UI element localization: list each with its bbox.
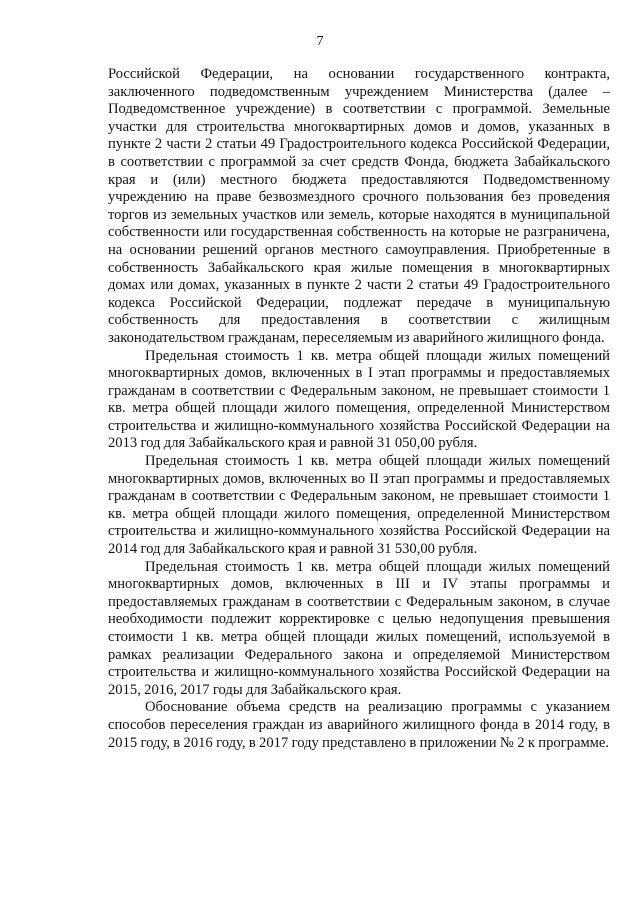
- document-body: [108, 66, 610, 752]
- paragraph-stage-1-price-limit: Предельная стоимость 1 кв. метра общей площади жилых помещений многоквартирных домов, включенных в I этап программы и предоставляемых гражданам в соответствии с Федеральным законом, не превышает стоимости 1 кв. метра общей площади жилого помещения, определенной Министерством строительства и жилищно-коммунального хозяйства Российской Федерации на 2013 год для Забайкальского края и равной 31 050,00 рубля.: [108, 347, 610, 452]
- paragraph-stage-2-price-limit: Предельная стоимость 1 кв. метра общей площади жилых помещений многоквартирных домов, включенных во II этап программы и предоставляемых гражданам в соответствии с Федеральным законом, не превышает стоимости 1 кв. метра общей площади жилого помещения, определенной Министерством строительства и жилищно-коммунального хозяйства Российской Федерации на 2014 год для Забайкальского края и равной 31 530,00 рубля.: [108, 453, 610, 558]
- page-number: 7: [316, 34, 324, 49]
- paragraph-continuation: Российской Федерации, на основании государственного контракта, заключенного подведомственным учреждением Министерства (далее – Подведомственное учреждение) в соответствии с программой. Земельные участки для строительства многоквартирных домов и домов, указанных в пункте 2 части 2 статьи 49 Градостроительного кодекса Российской Федерации, в соответствии с программой за счет средств Фонда, бюджета Забайкальского края и (или) местного бюджета предоставляются Подведомственному учреждению на праве безвозмездного срочного пользования без проведения торгов из земельных участков или земель, которые находятся в муниципальной собственности или государственная собственность на которые не разграничена, на основании решений органов местного самоуправления. Приобретенные в собственность Забайкальского края жилые помещения в многоквартирных домах или домах, указанных в пункте 2 части 2 статьи 49 Градостроительного кодекса Российской Федерации, подлежат передаче в муниципальную собственность для предоставления в соответствии с жилищным законодательством гражданам, переселяемым из аварийного жилищного фонда.: [108, 66, 610, 346]
- paragraph-stage-3-4-price-limit: Предельная стоимость 1 кв. метра общей площади жилых помещений многоквартирных домов, включенных в III и IV этапы программы и предоставляемых гражданам в соответствии с Федеральным законом, в случае необходимости подлежит корректировке с целью недопущения превышения стоимости 1 кв. метра общей площади жилых помещений, используемой в рамках реализации Федерального закона и определяемой Министерством строительства и жилищно-коммунального хозяйства Российской Федерации на 2015, 2016, 2017 годы для Забайкальского края.: [108, 558, 610, 698]
- paragraph-funding-justification: Обоснование объема средств на реализацию программы с указанием способов переселения граждан из аварийного жилищного фонда в 2014 году, в 2015 году, в 2016 году, в 2017 году представлено в приложении № 2 к программе.: [108, 699, 610, 751]
